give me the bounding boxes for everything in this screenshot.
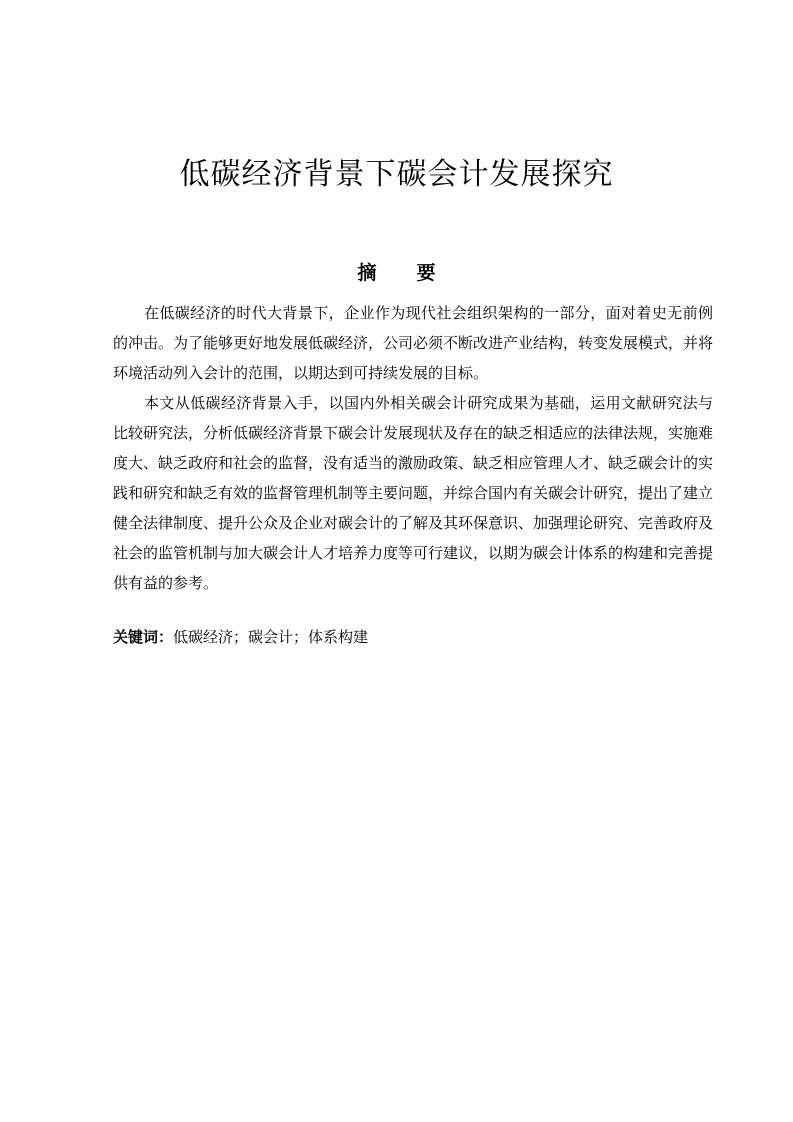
keywords-line [113, 622, 713, 652]
abstract-paragraph-1: 在低碳经济的时代大背景下，企业作为现代社会组织架构的一部分，面对着史无前例的冲击。为了能够更好地发展低碳经济，公司必须不断改进产业结构，转变发展模式，并将环境活动列入会计的范围，以期达到可持续发展的目标。 [113, 304, 714, 382]
keywords-value: 低碳经济；碳会计；体系构建 [173, 628, 369, 646]
paper-title: 低碳经济背景下碳会计发展探究 [179, 157, 614, 192]
abstract-heading-char-2: 要 [416, 262, 436, 284]
keywords-label: 关键词： [113, 628, 174, 646]
abstract-paragraph-2: 本文从低碳经济背景入手，以国内外相关碳会计研究成果为基础，运用文献研究法与比较研究法，分析低碳经济背景下碳会计发展现状及存在的缺乏相适应的法律法规，实施难度大、缺乏政府和社会的监督，没有适当的激励政策、缺乏相应管理人才、缺乏碳会计的实践和研究和缺乏有效的监督管理机制等主要问题，并综合国内有关碳会计研究，提出了建立健全法律制度、提升公众及企业对碳会计的了解及其环保意识、加强理论研究、完善政府及社会的监管机制与加大碳会计人才培养力度等可行建议，以期为碳会计体系的构建和完善提供有益的参考。 [113, 394, 714, 592]
abstract-heading-char-1: 摘 [357, 262, 377, 284]
abstract-heading [0, 260, 793, 286]
abstract-body [113, 298, 713, 598]
